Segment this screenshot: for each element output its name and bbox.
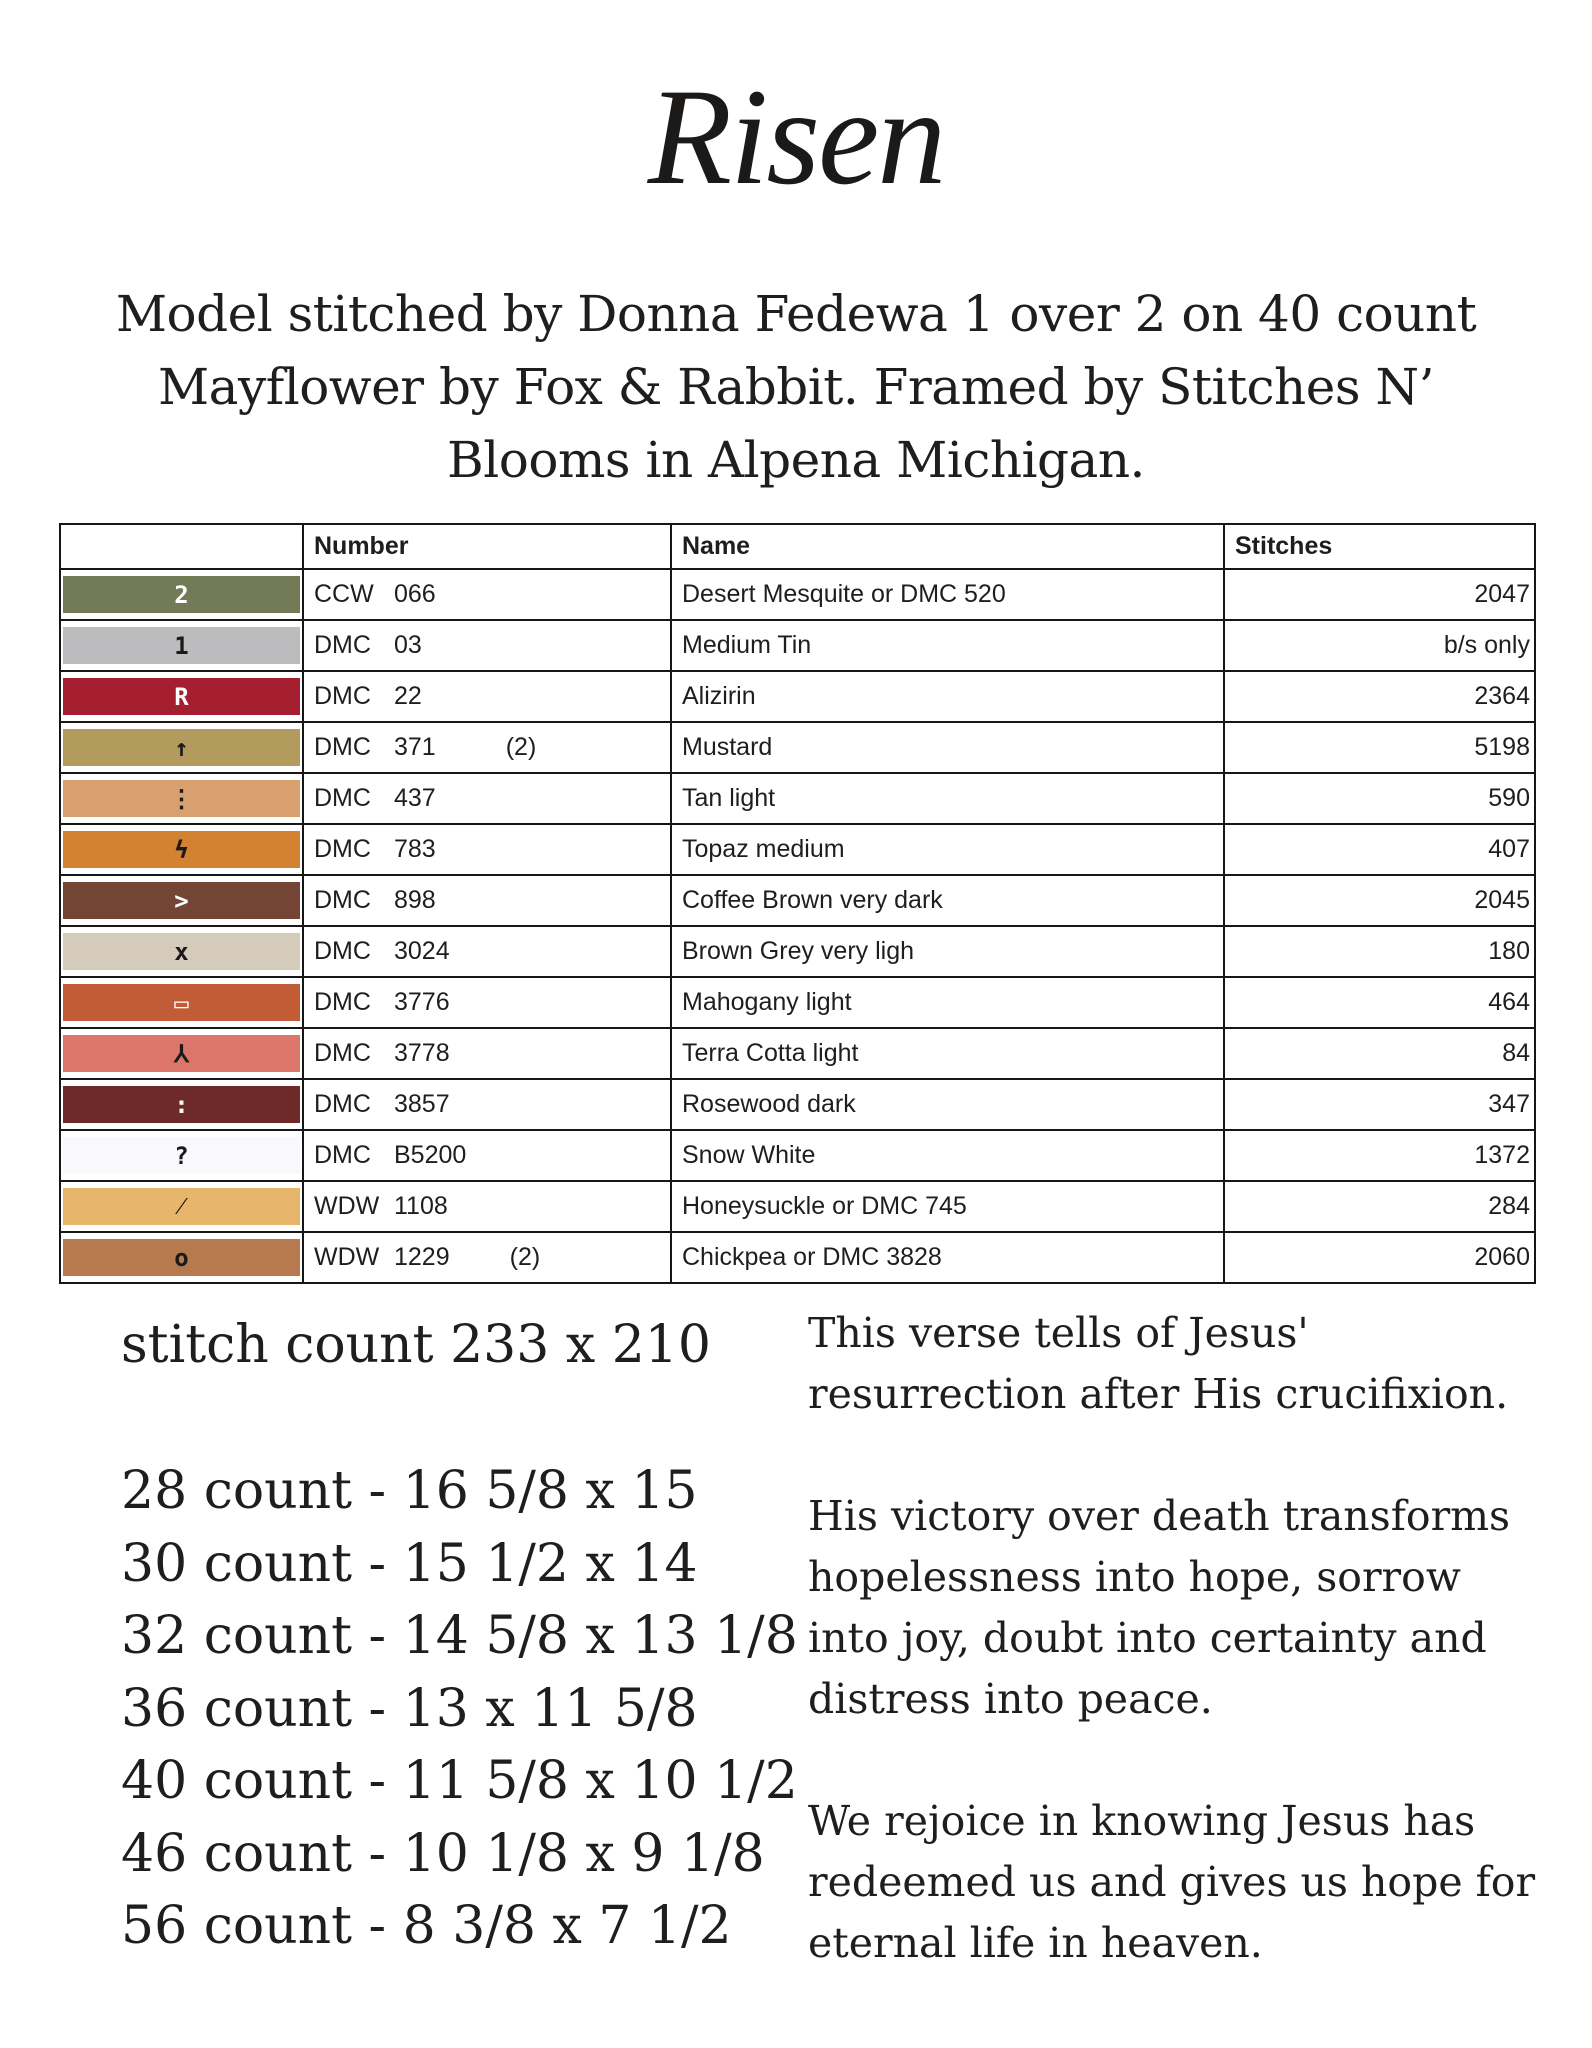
symbol-cell xyxy=(60,926,303,977)
floss-number-cell xyxy=(303,1028,671,1079)
floss-number-cell xyxy=(303,977,671,1028)
floss-name-cell: Medium Tin xyxy=(671,620,1224,671)
floss-code: 437 xyxy=(394,784,436,812)
floss-number-cell xyxy=(303,1181,671,1232)
floss-code: 3778 xyxy=(394,1039,450,1067)
verse-paragraph: His victory over death transforms hopelessness into hope, sorrow into joy, doubt into certainty and distress into peace. xyxy=(808,1492,1511,1723)
floss-brand: DMC xyxy=(314,988,371,1016)
color-swatch: ↑ xyxy=(63,729,300,766)
floss-brand: WDW xyxy=(314,1243,380,1271)
symbol-cell xyxy=(60,722,303,773)
stitch-count-cell: 180 xyxy=(1224,926,1535,977)
size-item: 28 count - 16 5/8 x 15 xyxy=(121,1461,698,1521)
verse-description xyxy=(808,1303,1548,2035)
color-swatch: ⋮ xyxy=(63,780,300,817)
stitch-count-cell: 464 xyxy=(1224,977,1535,1028)
symbol-cell xyxy=(60,773,303,824)
symbol-cell xyxy=(60,977,303,1028)
size-item: 56 count - 8 3/8 x 7 1/2 xyxy=(121,1896,732,1956)
page-title: Risen xyxy=(647,60,945,213)
floss-number-cell xyxy=(303,773,671,824)
table-row xyxy=(60,773,1535,824)
header-number: Number xyxy=(303,524,671,569)
floss-brand: DMC xyxy=(314,1090,371,1118)
floss-brand: CCW xyxy=(314,580,374,608)
floss-code: 783 xyxy=(394,835,436,863)
floss-brand: DMC xyxy=(314,835,371,863)
floss-name-cell: Chickpea or DMC 3828 xyxy=(671,1232,1224,1283)
color-swatch: x xyxy=(63,933,300,970)
color-swatch: ⅄ xyxy=(63,1035,300,1072)
floss-code: 3024 xyxy=(394,937,450,965)
stitch-count-cell: 2364 xyxy=(1224,671,1535,722)
floss-name-cell: Mahogany light xyxy=(671,977,1224,1028)
stitch-count-cell: 590 xyxy=(1224,773,1535,824)
strand-count: (2) xyxy=(505,733,537,761)
floss-brand: DMC xyxy=(314,631,371,659)
table-row xyxy=(60,722,1535,773)
floss-brand: DMC xyxy=(314,937,371,965)
floss-name-cell: Rosewood dark xyxy=(671,1079,1224,1130)
floss-brand: DMC xyxy=(314,682,371,710)
table-row xyxy=(60,1028,1535,1079)
stitch-count-cell: 1372 xyxy=(1224,1130,1535,1181)
floss-key-table xyxy=(59,523,1536,1284)
floss-brand: DMC xyxy=(314,784,371,812)
verse-paragraph: This verse tells of Jesus' resurrection after His crucifixion. xyxy=(808,1309,1509,1418)
size-item: 36 count - 13 x 11 5/8 xyxy=(121,1678,698,1739)
symbol-cell xyxy=(60,671,303,722)
stitch-count-cell: 5198 xyxy=(1224,722,1535,773)
size-item: 30 count - 15 1/2 x 14 xyxy=(121,1533,698,1594)
symbol-cell xyxy=(60,1130,303,1181)
floss-number-cell xyxy=(303,875,671,926)
floss-number-cell xyxy=(303,926,671,977)
table-row xyxy=(60,1130,1535,1181)
floss-brand: WDW xyxy=(314,1192,380,1220)
floss-name-cell: Honeysuckle or DMC 745 xyxy=(671,1181,1224,1232)
size-list xyxy=(121,1455,798,1963)
verse-paragraph: We rejoice in knowing Jesus has redeemed us and gives us hope for eternal life in heaven. xyxy=(808,1797,1536,1967)
symbol-cell xyxy=(60,1232,303,1283)
floss-number-cell xyxy=(303,1232,671,1283)
table-row xyxy=(60,1181,1535,1232)
stitch-count-cell: 407 xyxy=(1224,824,1535,875)
floss-brand: DMC xyxy=(314,1141,371,1169)
strand-count: (2) xyxy=(509,1243,541,1271)
floss-code: 066 xyxy=(394,580,436,608)
floss-rows xyxy=(60,569,1535,1283)
symbol-cell xyxy=(60,824,303,875)
floss-code: 22 xyxy=(394,682,422,710)
stitch-count-cell: 2060 xyxy=(1224,1232,1535,1283)
color-swatch: o xyxy=(63,1239,300,1276)
floss-brand: DMC xyxy=(314,733,371,761)
header-name: Name xyxy=(671,524,1224,569)
floss-name-cell: Alizirin xyxy=(671,671,1224,722)
stitch-count-cell: 284 xyxy=(1224,1181,1535,1232)
floss-brand: DMC xyxy=(314,1039,371,1067)
floss-name-cell: Snow White xyxy=(671,1130,1224,1181)
stitch-count-cell: b/s only xyxy=(1224,620,1535,671)
floss-brand: DMC xyxy=(314,886,371,914)
symbol-cell xyxy=(60,1028,303,1079)
floss-code: 03 xyxy=(394,631,422,659)
table-row xyxy=(60,569,1535,620)
table-row xyxy=(60,824,1535,875)
floss-code: 898 xyxy=(394,886,436,914)
floss-name-cell: Topaz medium xyxy=(671,824,1224,875)
color-swatch: ϟ xyxy=(63,831,300,868)
color-swatch: > xyxy=(63,882,300,919)
floss-code: 3776 xyxy=(394,988,450,1016)
symbol-cell xyxy=(60,569,303,620)
table-row xyxy=(60,1232,1535,1283)
color-swatch: ⁄ xyxy=(63,1188,300,1225)
floss-name-cell: Brown Grey very ligh xyxy=(671,926,1224,977)
color-swatch: ▭ xyxy=(63,984,300,1021)
floss-code: 371 xyxy=(394,733,436,761)
color-swatch: ? xyxy=(63,1137,300,1174)
floss-name-cell: Coffee Brown very dark xyxy=(671,875,1224,926)
symbol-cell xyxy=(60,620,303,671)
stitch-count-cell: 84 xyxy=(1224,1028,1535,1079)
floss-code: 3857 xyxy=(394,1090,450,1118)
floss-number-cell xyxy=(303,569,671,620)
size-item: 46 count - 10 1/8 x 9 1/8 xyxy=(121,1823,765,1884)
table-row xyxy=(60,620,1535,671)
floss-name-cell: Tan light xyxy=(671,773,1224,824)
stitch-count-cell: 2045 xyxy=(1224,875,1535,926)
floss-code: 1229 xyxy=(394,1243,450,1271)
color-swatch: 2 xyxy=(63,576,300,613)
floss-name-cell: Mustard xyxy=(671,722,1224,773)
header-stitches: Stitches xyxy=(1224,524,1535,569)
floss-number-cell xyxy=(303,1130,671,1181)
header-symbol xyxy=(60,524,303,569)
floss-number-cell xyxy=(303,824,671,875)
finished-sizes xyxy=(121,1310,798,1963)
table-row xyxy=(60,1079,1535,1130)
floss-code: 1108 xyxy=(394,1192,448,1220)
floss-number-cell xyxy=(303,722,671,773)
floss-number-cell xyxy=(303,620,671,671)
floss-name-cell: Terra Cotta light xyxy=(671,1028,1224,1079)
color-swatch: 1 xyxy=(63,627,300,664)
table-row xyxy=(60,671,1535,722)
table-row xyxy=(60,977,1535,1028)
model-credit: Model stitched by Donna Fedewa 1 over 2 on 40 count Mayflower by Fox & Rabbit. Framed by Stitches N’ Blooms in Alpena Michigan. xyxy=(115,285,1477,489)
stitch-count-cell: 347 xyxy=(1224,1079,1535,1130)
table-row xyxy=(60,875,1535,926)
color-swatch: : xyxy=(63,1086,300,1123)
table-header-row xyxy=(60,524,1535,569)
size-item: 40 count - 11 5/8 x 10 1/2 xyxy=(121,1751,798,1811)
symbol-cell xyxy=(60,1181,303,1232)
table-row xyxy=(60,926,1535,977)
floss-number-cell xyxy=(303,671,671,722)
stitch-count: stitch count 233 x 210 xyxy=(121,1315,711,1375)
floss-number-cell xyxy=(303,1079,671,1130)
symbol-cell xyxy=(60,1079,303,1130)
floss-name-cell: Desert Mesquite or DMC 520 xyxy=(671,569,1224,620)
color-swatch: R xyxy=(63,678,300,715)
floss-code: B5200 xyxy=(394,1141,467,1169)
stitch-count-cell: 2047 xyxy=(1224,569,1535,620)
symbol-cell xyxy=(60,875,303,926)
size-item: 32 count - 14 5/8 x 13 1/8 xyxy=(121,1606,798,1666)
